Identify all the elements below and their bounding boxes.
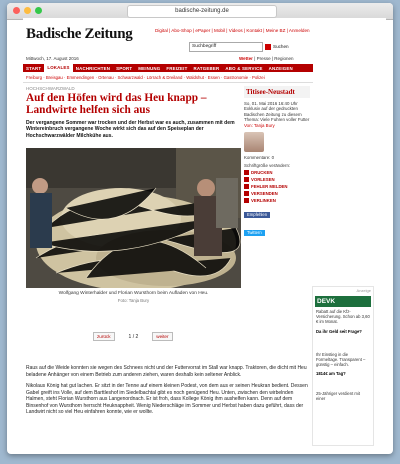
main-navigation <box>23 64 313 72</box>
print-icon <box>244 170 249 175</box>
read-aloud-label: VORLESEN <box>251 176 275 182</box>
top-links[interactable]: Digital | Abo-Shop | ePaper | Mobil | Videos | Kontakt | Meine BZ | Anmelden <box>155 28 310 33</box>
address-bar[interactable]: badische-zeitung.de <box>127 5 277 18</box>
article-kicker: HOCHSCHWARZWALD <box>26 86 75 91</box>
send-action[interactable] <box>244 190 310 196</box>
link-icon <box>244 198 249 203</box>
search-icon <box>265 44 271 50</box>
send-label: VERSENDEN <box>251 190 278 196</box>
photo-caption: Wolfgang Winterhalder und Florian Wursthorn beim Aufladen von Heu. <box>58 291 209 296</box>
print-label: DRUCKEN <box>251 169 273 175</box>
warning-icon <box>244 184 249 189</box>
article-paragraph: Nikolaus König hat gut lachen. Er sitzt in der Tenne auf einem kleinen Podest, von dem aus er seinen Heukran bedient. Dessen Gabel greift ins Volle, auf dem Barttleshof im Siedelbachtal gibt es noch genügend Heu. Unten, zwischen den wirbelnden Halmen, steht Florian Wursthorn aus Langenordnach. Er ist froh, dass Kollege König ihm aushelfen kann. Denn auf dem Binsenhof von Wursthorn herrscht Heuknappheit. Wenig Niederschläge im Sommer und Herbst haben dazu geführt, dass der Landwirt nicht so viel Heu einfahren konnte, wie er wollte. <box>26 383 308 415</box>
window-controls <box>13 7 42 14</box>
current-date: Mittwoch, 17. August 2016 <box>26 56 79 61</box>
close-window-button[interactable] <box>13 7 20 14</box>
photo-credit: Foto: Tanja Bury <box>117 298 150 303</box>
nav-item-start[interactable]: START <box>26 65 42 71</box>
minimize-window-button[interactable] <box>24 7 31 14</box>
ad-label: Anzeige <box>356 288 371 293</box>
article-body <box>26 365 308 421</box>
article-teaser: Der vergangene Sommer war trocken und der Herbst war es auch, zusammen mit dem Wintereinbruch vergangene Woche wirkt sich das auf den Speiseplan der Hochschwarzwälder Milchkühe aus. <box>26 120 235 139</box>
nav-item-anzeigen[interactable]: ANZEIGEN <box>268 65 293 71</box>
mail-icon <box>244 191 249 196</box>
facebook-like-button[interactable]: Empfehlen <box>244 212 270 218</box>
nav-item-nachrichten[interactable]: NACHRICHTEN <box>75 65 111 71</box>
pager-prev-button[interactable]: zurück <box>93 332 115 341</box>
article-headline: Auf den Höfen wird das Heu knapp – Landwirte helfen sich aus <box>26 92 207 116</box>
meta-text[interactable]: Exklusiv auf der gedruckten Badischen Zeitung zu diesem Thema: Viele Fuhren voller Futter <box>244 106 310 123</box>
article-meta <box>244 101 310 128</box>
fontsize-label: Schriftgröße verändern: <box>244 163 291 169</box>
hay-photo-illustration <box>26 148 241 288</box>
print-action[interactable] <box>244 169 310 175</box>
weather-link[interactable]: Wetter <box>239 56 253 61</box>
meta-date: So, 01. Mai 2016 16:40 Uhr <box>244 101 298 106</box>
speaker-icon <box>244 177 249 182</box>
ad-line: 25-Jähriger verdient mit einer <box>316 390 360 401</box>
twitter-button[interactable]: Twittern <box>244 230 265 236</box>
read-aloud-action[interactable] <box>244 176 310 182</box>
web-page <box>23 18 313 451</box>
comments-count[interactable]: Kommentare: 0 <box>244 155 275 161</box>
nav-item-freizeit[interactable]: FREIZEIT <box>166 65 188 71</box>
weather-links[interactable] <box>239 56 294 61</box>
author-avatar <box>244 132 264 152</box>
region-title[interactable]: Titisee-Neustadt <box>244 86 310 98</box>
ad-line: Da ihr Geld seit Frage? <box>316 328 362 334</box>
nav-item-sport[interactable]: SPORT <box>116 65 133 71</box>
article-sidebar <box>244 86 310 239</box>
report-error-label: FEHLER MELDEN <box>251 183 288 189</box>
ad-brand[interactable]: DEVK <box>315 296 371 307</box>
article-paragraph: Raus auf die Weide konnten sie wegen des Schnees nicht und der Futtervorrat im Stall war knapp. Traktoren, die dicht mit Heu beladene Anhänger von einem Betrieb zum anderen ziehen, waren deshalb kein seltener Anblick. <box>26 365 307 378</box>
ad-text[interactable] <box>313 307 373 403</box>
article-photo[interactable] <box>26 148 241 288</box>
ad-line: Rabatt auf die Kfz-Versicherung. Schon ab 3,60 € im Monat. <box>316 309 370 325</box>
sub-navigation[interactable]: Freiburg · Breisgau · Emmendingen · Ortenau · Schwarzwald · Lörrach & Dreiland · Waldshut · Essen · Gastronomie · Polizei <box>26 75 265 80</box>
ad-line: Ihr Einstieg in die Formeltage. Transparent – günstig – einfach. <box>316 351 366 368</box>
search-button[interactable] <box>265 42 309 51</box>
pager-count: 1 / 2 <box>128 333 139 340</box>
nav-item-lokales[interactable]: LOKALES <box>44 64 72 72</box>
nav-item-ratgeber[interactable]: RATGEBER <box>193 65 220 71</box>
nav-item-meinung[interactable]: MEINUNG <box>138 65 161 71</box>
link-label: VERLINKEN <box>251 197 276 203</box>
advertisement[interactable] <box>312 286 374 446</box>
report-error-action[interactable] <box>244 183 310 189</box>
search-input[interactable]: Suchbegriff <box>189 42 263 52</box>
ad-line: 1814€ am Tag? <box>316 371 346 377</box>
author: Von: Tanja Bury <box>244 122 275 128</box>
search-button-label: Suchen <box>273 44 289 49</box>
nav-item-abo-service[interactable]: ABO & SERVICE <box>225 65 263 71</box>
photo-pager <box>93 332 173 341</box>
pager-next-button[interactable]: weiter <box>152 332 172 341</box>
maximize-window-button[interactable] <box>35 7 42 14</box>
divider <box>23 82 313 83</box>
site-logo[interactable]: Badische Zeitung <box>26 26 133 42</box>
weather-extra-links[interactable]: | Presse | Regionen <box>254 56 294 61</box>
